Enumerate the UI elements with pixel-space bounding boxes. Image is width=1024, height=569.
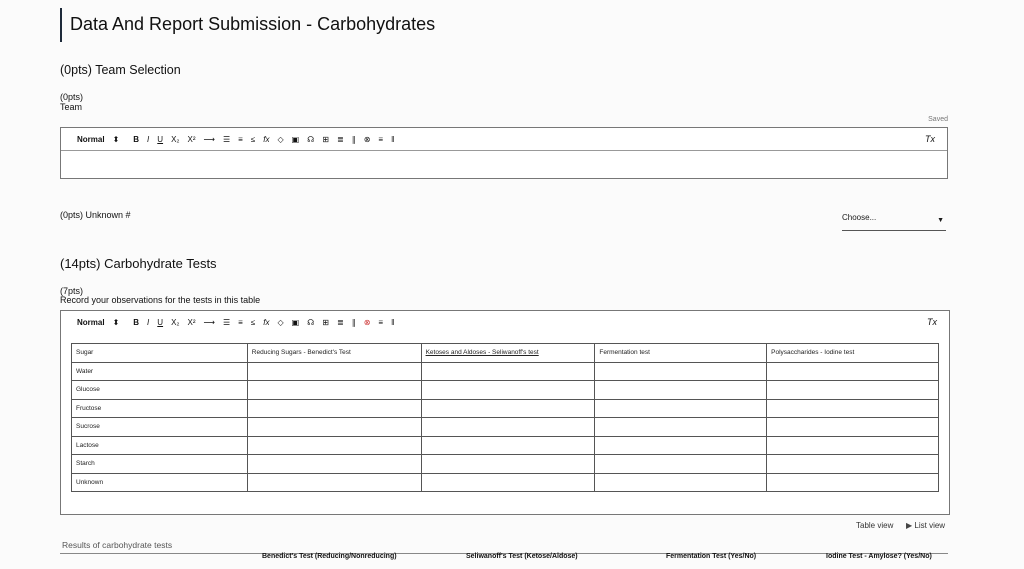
table-header-cell[interactable]: Reducing Sugars - Benedict's Test — [247, 344, 421, 363]
list-view-link[interactable] — [906, 521, 945, 530]
table-cell[interactable]: Starch — [72, 455, 248, 474]
link-icon[interactable]: ◇ — [277, 317, 284, 327]
header-text: Ketoses and Aldoses - Seliwanoff's test — [425, 349, 539, 357]
table-split-icon[interactable]: ‖ — [391, 134, 395, 144]
team-label: Team — [60, 102, 83, 112]
table-row — [72, 362, 939, 381]
table-cell[interactable] — [767, 399, 939, 418]
superscript-button[interactable]: X² — [187, 134, 196, 144]
table-row-icon[interactable]: ≣ — [336, 317, 344, 327]
title-accent-bar — [60, 8, 62, 42]
observations-table — [71, 343, 939, 492]
table-cell[interactable] — [247, 436, 421, 455]
unknown-select[interactable] — [842, 213, 946, 231]
indent-icon[interactable]: ≤ — [250, 317, 256, 327]
list-view-icon: ▶ — [906, 521, 913, 530]
unknown-select-value: Choose... — [842, 213, 877, 222]
table-view-link[interactable]: Table view — [856, 521, 894, 530]
table-header-cell[interactable]: Polysaccharides - Iodine test — [767, 344, 939, 363]
carb-section-heading: (14pts) Carbohydrate Tests — [60, 256, 217, 271]
table-cell[interactable] — [595, 399, 767, 418]
saved-status: Saved — [928, 116, 948, 123]
table-cell[interactable] — [595, 436, 767, 455]
table-cell[interactable] — [595, 473, 767, 492]
table-header-cell[interactable]: Sugar — [72, 344, 248, 363]
italic-button[interactable]: I — [147, 134, 150, 144]
format-select[interactable]: Normal — [77, 134, 105, 144]
table-icon[interactable]: ⊞ — [322, 134, 329, 144]
table-cell[interactable] — [595, 455, 767, 474]
table-cell[interactable] — [767, 455, 939, 474]
table-column-icon[interactable]: ∥ — [351, 317, 356, 327]
carb-editor-toolbar — [61, 311, 949, 333]
image-icon[interactable]: ▣ — [291, 317, 300, 327]
table-header-row — [72, 344, 939, 363]
table-cell[interactable] — [421, 399, 595, 418]
subscript-button[interactable]: X₂ — [171, 134, 180, 144]
results-column-header: Iodine Test - Amylose? (Yes/No) — [826, 553, 932, 560]
clear-format-icon[interactable]: Tx — [927, 317, 937, 327]
bold-button[interactable]: B — [133, 317, 140, 327]
format-select-caret-icon[interactable]: ⬍ — [112, 134, 120, 144]
table-cell[interactable] — [421, 418, 595, 437]
table-row — [72, 455, 939, 474]
table-cell[interactable]: Lactose — [72, 436, 248, 455]
table-cell[interactable] — [767, 381, 939, 400]
table-split-icon[interactable]: ‖ — [391, 317, 395, 327]
italic-button[interactable]: I — [147, 317, 150, 327]
table-cell[interactable] — [767, 473, 939, 492]
bold-button[interactable]: B — [133, 134, 140, 144]
format-select-caret-icon[interactable]: ⬍ — [112, 317, 120, 327]
formula-icon[interactable]: fx — [263, 134, 270, 144]
chevron-down-icon: ▼ — [937, 217, 944, 224]
results-column-header: Fermentation Test (Yes/No) — [666, 553, 757, 560]
arrow-icon[interactable]: ⟶ — [203, 134, 215, 144]
table-column-icon[interactable]: ∥ — [351, 134, 356, 144]
table-merge-icon[interactable]: ≡ — [378, 134, 384, 144]
table-icon[interactable]: ⊞ — [322, 317, 329, 327]
underline-button[interactable]: U — [157, 317, 164, 327]
table-merge-icon[interactable]: ≡ — [378, 317, 384, 327]
table-row — [72, 436, 939, 455]
table-cell[interactable] — [767, 362, 939, 381]
subscript-button[interactable]: X₂ — [171, 317, 180, 327]
carb-editor — [60, 310, 950, 515]
link-icon[interactable]: ◇ — [277, 134, 284, 144]
embed-icon[interactable]: ☊ — [307, 134, 315, 144]
indent-icon[interactable]: ≤ — [250, 134, 256, 144]
carb-pts-label: (7pts) — [60, 286, 84, 296]
table-cell[interactable] — [247, 473, 421, 492]
table-delete-icon[interactable]: ⊗ — [363, 134, 371, 144]
table-cell[interactable]: Glucose — [72, 381, 248, 400]
table-row — [72, 381, 939, 400]
arrow-icon[interactable]: ⟶ — [203, 317, 215, 327]
table-cell[interactable] — [421, 473, 595, 492]
table-row — [72, 473, 939, 492]
results-column-header: Seliwanoff's Test (Ketose/Aldose) — [466, 553, 578, 560]
bullet-list-icon[interactable]: ≡ — [238, 134, 243, 144]
table-cell[interactable] — [767, 418, 939, 437]
clear-format-icon[interactable]: Tx — [925, 134, 935, 144]
table-cell[interactable] — [767, 436, 939, 455]
embed-icon[interactable]: ☊ — [307, 317, 315, 327]
ordered-list-icon[interactable]: ☰ — [222, 317, 231, 327]
table-cell[interactable] — [421, 381, 595, 400]
table-cell[interactable] — [421, 362, 595, 381]
table-cell[interactable] — [247, 381, 421, 400]
team-pts-label: (0pts) — [60, 92, 84, 102]
table-cell[interactable] — [421, 455, 595, 474]
table-row — [72, 399, 939, 418]
ordered-list-icon[interactable]: ☰ — [222, 134, 231, 144]
image-icon[interactable]: ▣ — [291, 134, 300, 144]
bullet-list-icon[interactable]: ≡ — [238, 317, 243, 327]
table-delete-icon[interactable]: ⊗ — [363, 317, 371, 327]
table-cell[interactable] — [247, 362, 421, 381]
table-cell[interactable] — [595, 418, 767, 437]
format-select[interactable]: Normal — [77, 317, 105, 327]
team-editor-text-area[interactable] — [61, 151, 947, 177]
table-row — [72, 418, 939, 437]
team-editor — [60, 127, 948, 179]
list-view-label: List view — [914, 521, 946, 530]
table-header-cell[interactable]: Fermentation test — [595, 344, 767, 363]
underline-button[interactable]: U — [157, 134, 164, 144]
carb-instructions: Record your observations for the tests in this table — [60, 295, 261, 305]
formula-icon[interactable]: fx — [263, 317, 270, 327]
results-column-header: Benedict's Test (Reducing/Nonreducing) — [262, 553, 397, 560]
table-header-cell[interactable] — [421, 344, 595, 363]
table-cell[interactable]: Water — [72, 362, 248, 381]
team-section-heading: (0pts) Team Selection — [60, 63, 181, 77]
table-cell[interactable] — [595, 362, 767, 381]
carb-editor-content[interactable] — [61, 333, 949, 492]
table-cell[interactable] — [247, 399, 421, 418]
table-cell[interactable] — [247, 418, 421, 437]
table-cell[interactable]: Fructose — [72, 399, 248, 418]
table-cell[interactable] — [421, 436, 595, 455]
table-cell[interactable] — [247, 455, 421, 474]
results-label: Results of carbohydrate tests — [62, 540, 173, 550]
table-cell[interactable]: Unknown — [72, 473, 248, 492]
table-row-icon[interactable]: ≣ — [336, 134, 344, 144]
page-title: Data And Report Submission - Carbohydrates — [70, 14, 436, 34]
table-cell[interactable]: Sucrose — [72, 418, 248, 437]
unknown-label: (0pts) Unknown # — [60, 210, 131, 220]
table-cell[interactable] — [595, 381, 767, 400]
superscript-button[interactable]: X² — [187, 317, 196, 327]
team-editor-toolbar — [61, 128, 947, 151]
